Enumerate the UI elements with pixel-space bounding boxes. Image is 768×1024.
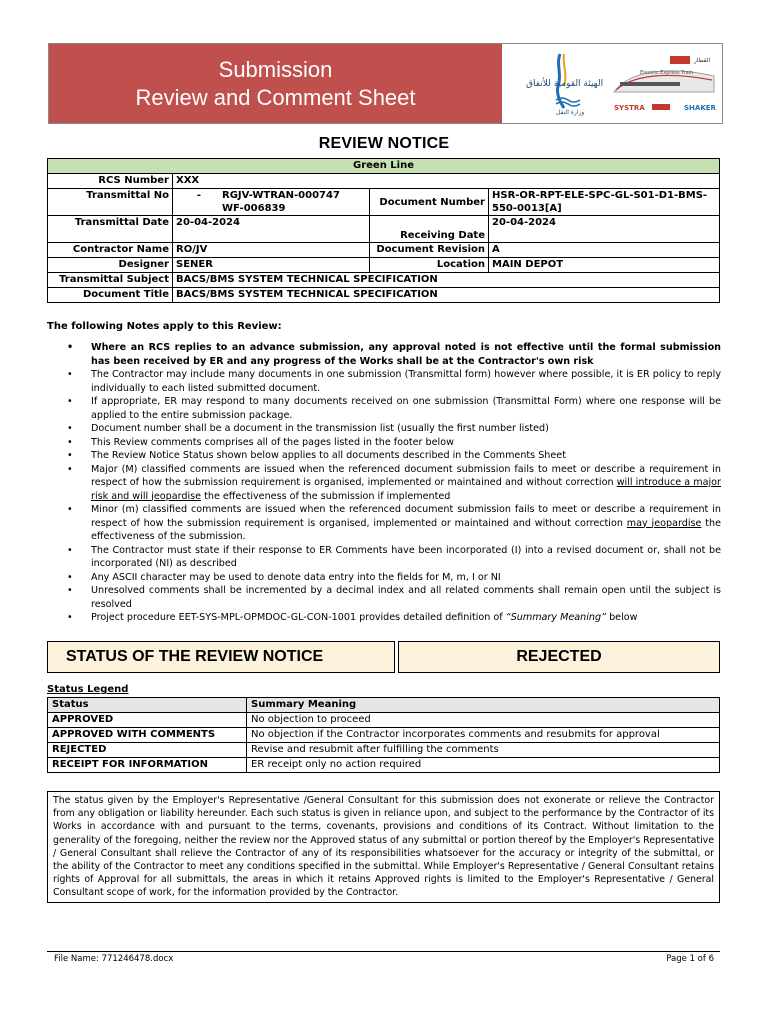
bullet-icon: • [67,450,73,461]
transmittal-no-line2: WF-006839 [222,203,286,214]
legend-meaning: No objection if the Contractor incorporates comments and resubmits for approval [247,728,720,743]
transmittal-no-label: Transmittal No [48,189,173,216]
location-value: MAIN DEPOT [489,258,720,273]
submission-info-table [47,158,720,303]
rcs-number-label: RCS Number [48,174,173,189]
note-text: Unresolved comments shall be incremented by a decimal index and all related comments shall remain open until the subject is resolved [91,585,721,610]
legend-status: RECEIPT FOR INFORMATION [48,758,247,773]
transmittal-date-value: 20-04-2024 [173,216,370,243]
note-text: This Review comments comprises all of the pages listed in the footer below [91,436,454,448]
location-label: Location [370,258,489,273]
header-title-line2: Review and Comment Sheet [135,84,416,110]
svg-text:SHAKER: SHAKER [684,104,716,112]
contractor-name-value: RO/JV [173,243,370,258]
receiving-date-label: Receiving Date [370,216,489,243]
notes-heading: The following Notes apply to this Review: [47,321,282,332]
note-text: Major (M) classified comments are issued when the referenced document submission fails to meet or describe a requirement in respect of how the submission requirement is organised, implemented or maintained and without correction [91,463,721,488]
note-text: Project procedure EET-SYS-MPL-OPMDOC-GL-CON-1001 provides detailed definition of [91,612,506,623]
note-text: below [606,612,638,623]
legend-row [48,758,720,773]
note-item [61,544,721,571]
note-text: Minor (m) classified comments are issued when the referenced document submission fails to meet or describe a requirement in respect of how the submission requirement is organised, implemented or maintained and without correction [91,504,721,529]
footer-divider [47,951,720,952]
svg-text:SYSTRA: SYSTRA [614,104,645,112]
footer-file-name: File Name: 771246478.docx [54,954,174,964]
bullet-icon: • [67,463,73,475]
tunnel-authority-logo [516,50,604,118]
note-item [61,571,721,585]
note-text: Document number shall be a document in the transmission list (usually the first number listed) [91,423,549,434]
header-title [49,44,502,123]
transmittal-subject-label: Transmittal Subject [48,273,173,288]
bullet-icon: • [67,571,73,583]
review-status-value: REJECTED [398,641,720,673]
note-text: the effectiveness of the submission if implemented [201,490,451,502]
document-number-line2: 550-0013[A] [492,203,562,214]
document-number-line1: HSR-OR-RPT-ELE-SPC-GL-S01-D1-BMS- [492,190,708,201]
note-text: Where an RCS replies to an advance submission, any approval noted is not effective until the formal submission has been received by ER and any progress of the Works shall be at the Contractor's own risk [91,342,721,367]
legend-header-status: Status [48,698,247,713]
transmittal-no-dash: - [196,190,202,201]
footer-page-number: Page 1 of 6 [666,954,714,964]
legend-meaning: ER receipt only no action required [247,758,720,773]
review-status-label: STATUS OF THE REVIEW NOTICE [47,641,395,673]
legend-status: REJECTED [48,743,247,758]
notes-list [61,341,721,625]
note-italic-text: “Summary Meaning” [505,612,607,623]
svg-text:الهيئة القومية للأنفاق: الهيئة القومية للأنفاق [526,79,604,89]
transmittal-no-line1: RGJV-WTRAN-000747 [222,190,340,201]
bullet-icon: • [67,342,74,353]
svg-text:وزارة النقل: وزارة النقل [556,109,585,116]
note-text: The Review Notice Status shown below applies to all documents described in the Comments Sheet [91,450,566,461]
legend-status: APPROVED [48,713,247,728]
document-title-label: Document Title [48,288,173,303]
rcs-number-value: XXX [173,174,720,189]
legend-status: APPROVED WITH COMMENTS [48,728,247,743]
legend-row [48,728,720,743]
legend-header-meaning: Summary Meaning [247,698,720,713]
note-item [61,503,721,544]
bullet-icon: • [67,436,73,448]
legend-meaning: Revise and resubmit after fulfilling the comments [247,743,720,758]
disclaimer-text: The status given by the Employer's Representative /General Consultant for this submission does not exonerate or relieve the Contractor from any obligation or liability hereunder. Each such status is given in reliance upon, and subject to the performance by the Contractor of its Works in accordance with and pursuant to the terms, covenants, provisions and conditions of its Contract. Without limitation to the generality of the foregoing, neither the review nor the Approved status of any submittal or portion thereof by the Employer's Representative / General Consultant shall relieve the Contractor of any of its responsibilities whatsoever for the accuracy or integrity of the submittal, or the ability of the Contractor to meet any conditions specified in the submittal. While Employer's Representative / General Consultant retains rights of Approval for all submittals, the areas in which it retains Approved rights is limited to the Employer's Representative / General Consultant scope of work, for the information provided by the Contractor. [47,791,720,903]
bullet-icon: • [67,423,73,434]
note-text: The Contractor may include many documents in one submission (Transmittal form) however where possible, it is ER policy to reply individually to each listed submitted document. [91,369,721,394]
note-underlined-text: may jeopardise [626,517,702,529]
header-logos [502,44,722,123]
note-underlined-text: will introduce a major risk and will jeopardise [91,477,721,502]
document-number-label: Document Number [370,189,489,216]
bullet-icon: • [67,585,73,596]
svg-text:Electric Express Train: Electric Express Train [640,70,694,76]
legend-row [48,743,720,758]
document-revision-label: Document Revision [370,243,489,258]
header-title-line1: Submission [218,56,333,82]
bullet-icon: • [67,504,73,515]
transmittal-subject-value: BACS/BMS SYSTEM TECHNICAL SPECIFICATION [173,273,720,288]
bullet-icon: • [67,396,73,407]
bullet-icon: • [67,369,73,380]
bullet-icon: • [67,612,73,623]
line-name: Green Line [48,159,720,174]
note-text: If appropriate, ER may respond to many documents received on one submission (Transmittal Form) where one response will be applied to the entire submission package. [91,396,721,421]
contractor-name-label: Contractor Name [48,243,173,258]
note-text: the effectiveness of the submission. [91,517,721,542]
designer-value: SENER [173,258,370,273]
status-legend-table [47,697,720,773]
legend-row [48,713,720,728]
document-header [48,43,723,124]
review-status-box [47,641,720,673]
note-item [61,584,721,611]
document-number-value [489,189,720,216]
document-revision-value: A [489,243,720,258]
transmittal-no-value [173,189,370,216]
svg-text:القطار: القطار [694,57,711,64]
note-item [61,463,721,504]
note-item [61,449,721,463]
note-item [61,368,721,395]
receiving-date-value: 20-04-2024 [489,216,720,243]
legend-meaning: No objection to proceed [247,713,720,728]
review-notice-title: REVIEW NOTICE [318,135,450,152]
note-item [61,436,721,450]
bullet-icon: • [67,544,73,556]
note-item [61,422,721,436]
status-legend-heading: Status Legend [47,684,129,695]
note-text: Any ASCII character may be used to denote data entry into the fields for M, m, I or NI [91,571,501,583]
document-title-value: BACS/BMS SYSTEM TECHNICAL SPECIFICATION [173,288,720,303]
designer-label: Designer [48,258,173,273]
note-item [61,611,721,625]
note-text: The Contractor must state if their response to ER Comments have been incorporated (I) into a revised document or, shall not be incorporated (NI) as described [91,544,721,569]
note-item [61,395,721,422]
note-item [61,341,721,368]
electric-express-train-logo [610,52,720,116]
transmittal-date-label: Transmittal Date [48,216,173,243]
